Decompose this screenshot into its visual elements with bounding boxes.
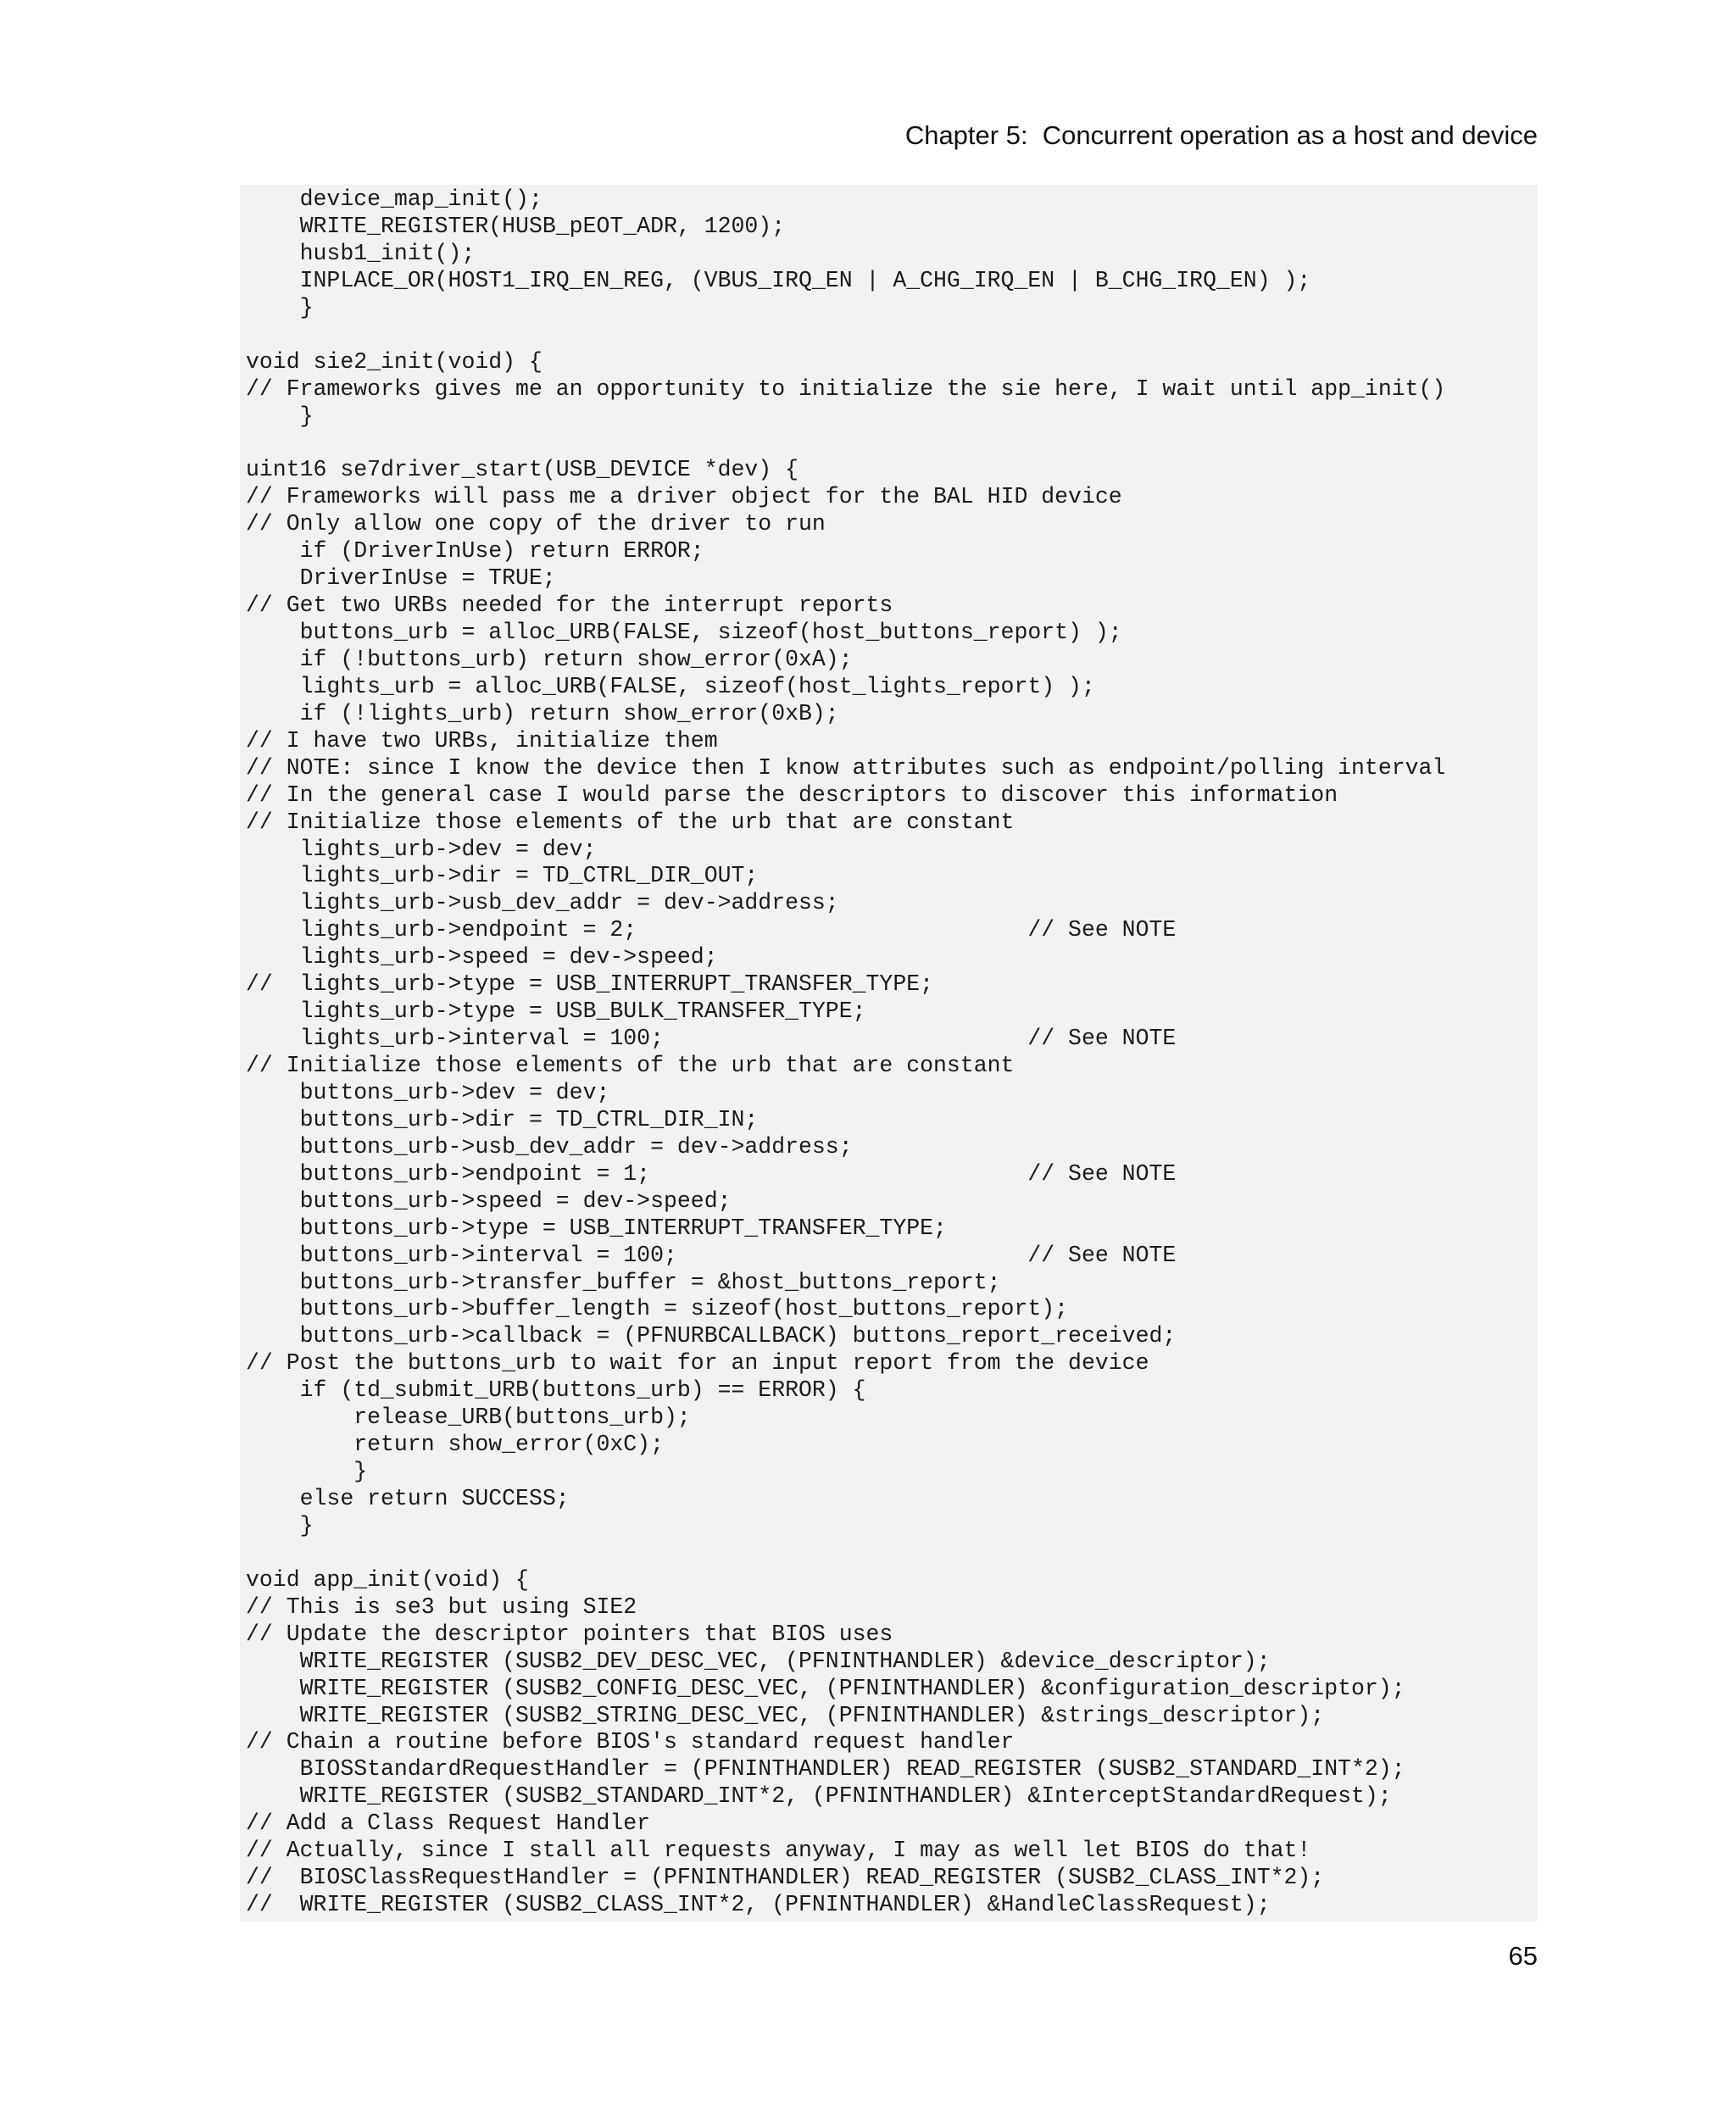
- code-line: // BIOSClassRequestHandler = (PFNINTHANDLER) READ_REGISTER (SUSB2_CLASS_INT*2);: [246, 1865, 1325, 1891]
- code-line: lights_urb->dir = TD_CTRL_DIR_OUT;: [246, 863, 759, 889]
- code-line: lights_urb->dev = dev;: [246, 836, 597, 862]
- code-line: // lights_urb->type = USB_INTERRUPT_TRANSFER_TYPE;: [246, 971, 934, 998]
- code-line: buttons_urb->type = USB_INTERRUPT_TRANSFER_TYPE;: [246, 1215, 947, 1241]
- code-line: release_URB(buttons_urb);: [246, 1404, 691, 1431]
- code-line: [246, 1540, 1538, 1567]
- code-line: void app_init(void) {: [246, 1566, 529, 1593]
- code-line: // Initialize those elements of the urb that are constant: [246, 1053, 1015, 1078]
- code-line: if (td_submit_URB(buttons_urb) == ERROR) {: [246, 1377, 866, 1404]
- code-line: // Actually, since I stall all requests anyway, I may as well let BIOS do that!: [246, 1838, 1311, 1864]
- code-line: [246, 322, 1538, 349]
- code-line: if (!lights_urb) return show_error(0xB);: [246, 700, 839, 726]
- code-line: buttons_urb = alloc_URB(FALSE, sizeof(host_buttons_report) );: [246, 620, 1122, 645]
- code-line: // Frameworks will pass me a driver object for the BAL HID device: [246, 484, 1122, 510]
- code-line: WRITE_REGISTER (SUSB2_STANDARD_INT*2, (PFNINTHANDLER) &InterceptStandardRequest);: [246, 1783, 1392, 1810]
- code-line: if (DriverInUse) return ERROR;: [246, 538, 704, 565]
- code-line: // I have two URBs, initialize them: [246, 727, 718, 754]
- code-line: }: [246, 1459, 368, 1485]
- code-line: void sie2_init(void) {: [246, 348, 542, 375]
- code-line: INPLACE_OR(HOST1_IRQ_EN_REG, (VBUS_IRQ_EN | A_CHG_IRQ_EN | B_CHG_IRQ_EN) );: [246, 267, 1311, 293]
- code-line: }: [246, 403, 314, 429]
- code-line: // Initialize those elements of the urb that are constant: [246, 809, 1015, 835]
- code-line: uint16 se7driver_start(USB_DEVICE *dev) {: [246, 457, 799, 483]
- code-line: buttons_urb->buffer_length = sizeof(host_buttons_report);: [246, 1296, 1069, 1322]
- code-line: [246, 430, 1538, 457]
- code-line: lights_urb->usb_dev_addr = dev->address;: [246, 890, 839, 916]
- code-line: // Update the descriptor pointers that BIOS uses: [246, 1621, 893, 1647]
- code-line: device_map_init();: [246, 186, 542, 212]
- code-line: buttons_urb->dir = TD_CTRL_DIR_IN;: [246, 1106, 759, 1132]
- code-line: WRITE_REGISTER (SUSB2_STRING_DESC_VEC, (PFNINTHANDLER) &strings_descriptor);: [246, 1702, 1325, 1728]
- code-line: lights_urb->interval = 100; // See NOTE: [246, 1026, 1177, 1052]
- code-line: // Get two URBs needed for the interrupt reports: [246, 592, 893, 619]
- code-line: // WRITE_REGISTER (SUSB2_CLASS_INT*2, (PFNINTHANDLER) &HandleClassRequest);: [246, 1892, 1271, 1918]
- code-line: buttons_urb->transfer_buffer = &host_buttons_report;: [246, 1269, 1001, 1295]
- code-line: DriverInUse = TRUE;: [246, 565, 556, 592]
- code-line: }: [246, 294, 314, 320]
- code-line: buttons_urb->callback = (PFNURBCALLBACK) buttons_report_received;: [246, 1323, 1177, 1349]
- code-line: // This is se3 but using SIE2: [246, 1594, 637, 1620]
- code-line: husb1_init();: [246, 240, 476, 266]
- code-line: lights_urb->speed = dev->speed;: [246, 944, 718, 971]
- code-line: buttons_urb->usb_dev_addr = dev->address;: [246, 1133, 853, 1160]
- code-line: buttons_urb->dev = dev;: [246, 1079, 610, 1105]
- code-line: lights_urb->endpoint = 2; // See NOTE: [246, 917, 1177, 943]
- code-line: BIOSStandardRequestHandler = (PFNINTHANDLER) READ_REGISTER (SUSB2_STANDARD_INT*2);: [246, 1756, 1405, 1783]
- code-line: lights_urb = alloc_URB(FALSE, sizeof(host_lights_report) );: [246, 673, 1095, 699]
- code-line: // NOTE: since I know the device then I know attributes such as endpoint/polling interval: [246, 754, 1446, 781]
- code-line: // Add a Class Request Handler: [246, 1810, 651, 1837]
- code-line: // Post the buttons_urb to wait for an input report from the device: [246, 1350, 1149, 1377]
- code-line: buttons_urb->speed = dev->speed;: [246, 1187, 732, 1214]
- code-line: lights_urb->type = USB_BULK_TRANSFER_TYPE;: [246, 998, 866, 1025]
- code-line: WRITE_REGISTER (SUSB2_CONFIG_DESC_VEC, (PFNINTHANDLER) &configuration_descriptor);: [246, 1675, 1405, 1701]
- code-line: // Only allow one copy of the driver to run: [246, 511, 826, 537]
- code-line: buttons_urb->endpoint = 1; // See NOTE: [246, 1160, 1177, 1187]
- chapter-header: Chapter 5: Concurrent operation as a host and device: [904, 120, 1538, 150]
- code-line: if (!buttons_urb) return show_error(0xA);: [246, 646, 853, 672]
- code-line: WRITE_REGISTER (SUSB2_DEV_DESC_VEC, (PFNINTHANDLER) &device_descriptor);: [246, 1648, 1271, 1674]
- code-line: // Chain a routine before BIOS's standard request handler: [246, 1729, 1015, 1755]
- code-line: WRITE_REGISTER(HUSB_pEOT_ADR, 1200);: [246, 213, 786, 239]
- code-line: buttons_urb->interval = 100; // See NOTE: [246, 1242, 1177, 1268]
- code-line: else return SUCCESS;: [246, 1486, 570, 1511]
- code-line: return show_error(0xC);: [246, 1432, 664, 1458]
- code-line: // In the general case I would parse the descriptors to discover this information: [246, 781, 1338, 808]
- code-line: }: [246, 1512, 314, 1538]
- code-listing: [240, 185, 1538, 1922]
- page-number: 65: [1508, 1941, 1538, 1971]
- code-line: // Frameworks gives me an opportunity to initialize the sie here, I wait until app_init(): [246, 375, 1446, 402]
